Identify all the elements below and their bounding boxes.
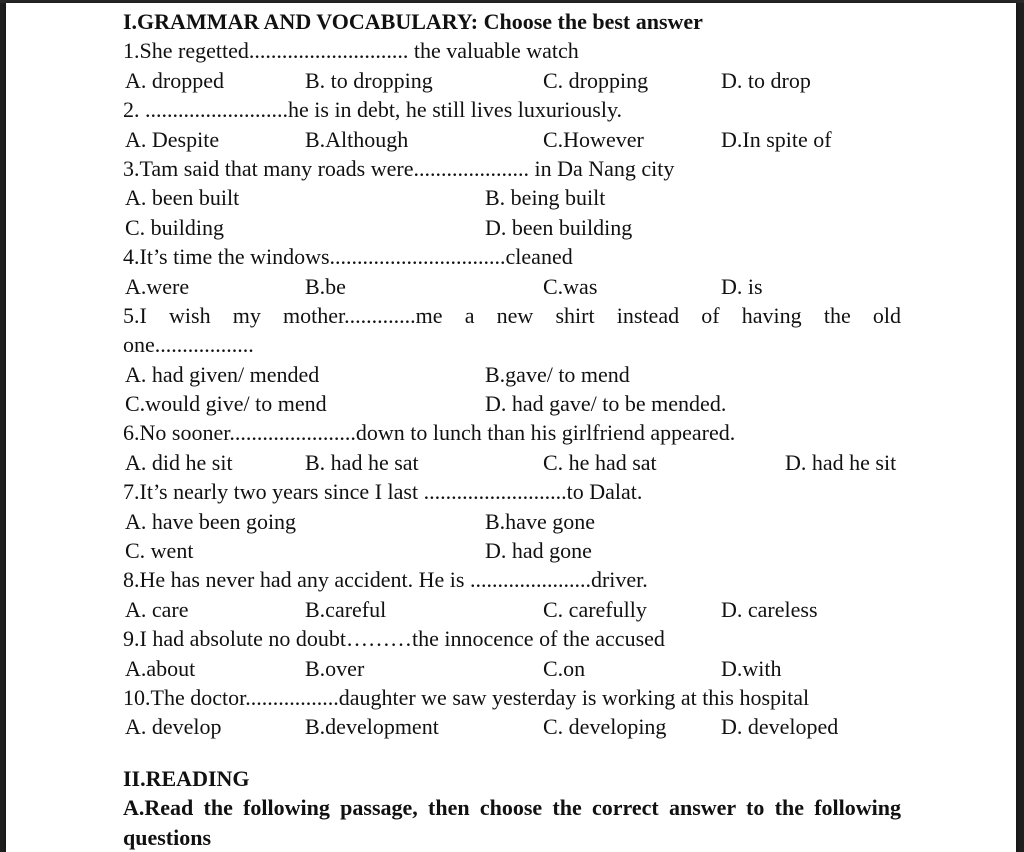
question-9-options <box>123 654 913 683</box>
question-6-option-a: A. did he sit <box>125 449 233 475</box>
question-2-option-a: A. Despite <box>125 126 220 152</box>
section-2-instruction-continued: questions <box>123 824 212 850</box>
question-5-option-a: A. had given/ mended <box>125 361 320 387</box>
question-8-option-c: C. carefully <box>543 596 647 622</box>
question-5-option-b: B.gave/ to mend <box>485 361 630 387</box>
question-10-option-a: A. develop <box>125 714 222 740</box>
question-5-options-row-2 <box>123 389 913 418</box>
question-6-stem: 6.No sooner.......................down to lunch than his girlfriend appeared. <box>123 420 736 446</box>
question-1-option-b: B. to dropping <box>305 67 433 93</box>
question-10-options <box>123 712 913 741</box>
question-4-option-d: D. is <box>721 273 763 299</box>
question-4-option-c: C.was <box>543 273 598 299</box>
question-7-stem: 7.It’s nearly two years since I last ..........................to Dalat. <box>123 479 643 505</box>
document-page <box>6 3 1016 852</box>
question-6-option-b: B. had he sat <box>305 449 419 475</box>
question-2-option-c: C.However <box>543 126 644 152</box>
worksheet-content <box>123 7 913 852</box>
question-7-option-c: C. went <box>125 538 194 564</box>
question-3-option-a: A. been built <box>125 185 240 211</box>
section-1-title: I.GRAMMAR AND VOCABULARY: Choose the best answer <box>123 9 703 34</box>
question-10-stem: 10.The doctor.................daughter we saw yesterday is working at this hospital <box>123 684 810 710</box>
question-1-option-d: D. to drop <box>721 67 811 93</box>
question-8-option-a: A. care <box>125 596 189 622</box>
question-8-option-d: D. careless <box>721 596 818 622</box>
question-9-option-a: A.about <box>125 655 196 681</box>
question-4-options <box>123 272 913 301</box>
question-2-stem: 2. ..........................he is in debt, he still lives luxuriously. <box>123 97 623 123</box>
question-8-option-b: B.careful <box>305 596 387 622</box>
question-9-stem: 9.I had absolute no doubt………the innocence of the accused <box>123 626 665 652</box>
question-3-stem: 3.Tam said that many roads were..................... in Da Nang city <box>123 155 675 181</box>
question-1-option-c: C. dropping <box>543 67 649 93</box>
section-2-instruction: A.Read the following passage, then choose the correct answer to the following <box>123 795 901 821</box>
question-2-option-b: B.Although <box>305 126 409 152</box>
question-4-option-b: B.be <box>305 273 346 299</box>
question-1-stem: 1.She regetted............................. the valuable watch <box>123 38 579 64</box>
question-5-option-d: D. had gave/ to be mended. <box>485 391 727 417</box>
question-5-stem: 5.I wish my mother.............me a new shirt instead of having the old <box>123 302 901 328</box>
question-3-options-row-2 <box>123 213 913 242</box>
question-10-option-b: B.development <box>305 714 439 740</box>
question-6-options <box>123 448 913 477</box>
question-6-option-d: D. had he sit <box>785 449 897 475</box>
question-5-stem-continued: one.................. <box>123 332 254 358</box>
question-3-option-b: B. being built <box>485 185 606 211</box>
section-2-title: II.READING <box>123 765 250 791</box>
question-9-option-b: B.over <box>305 655 365 681</box>
question-9-option-c: C.on <box>543 655 586 681</box>
question-10-option-c: C. developing <box>543 714 667 740</box>
question-9-option-d: D.with <box>721 655 782 681</box>
question-2-option-d: D.In spite of <box>721 126 832 152</box>
question-4-option-a: A.were <box>125 273 190 299</box>
section-spacer <box>123 742 913 764</box>
question-4-stem: 4.It’s time the windows................................cleaned <box>123 244 573 270</box>
question-3-option-c: C. building <box>125 214 225 240</box>
question-10-option-d: D. developed <box>721 714 839 740</box>
question-2-options <box>123 125 913 154</box>
question-5-option-c: C.would give/ to mend <box>125 391 327 417</box>
question-7-option-b: B.have gone <box>485 508 595 534</box>
question-3-option-d: D. been building <box>485 214 633 240</box>
question-7-option-d: D. had gone <box>485 538 592 564</box>
question-7-options-row-1 <box>123 507 913 536</box>
question-3-options-row-1 <box>123 183 913 212</box>
question-5-options-row-1 <box>123 360 913 389</box>
question-7-options-row-2 <box>123 536 913 565</box>
question-1-option-a: A. dropped <box>125 67 224 93</box>
question-8-options <box>123 595 913 624</box>
question-6-option-c: C. he had sat <box>543 449 657 475</box>
question-1-options <box>123 66 913 95</box>
question-8-stem: 8.He has never had any accident. He is ......................driver. <box>123 567 648 593</box>
question-7-option-a: A. have been going <box>125 508 297 534</box>
